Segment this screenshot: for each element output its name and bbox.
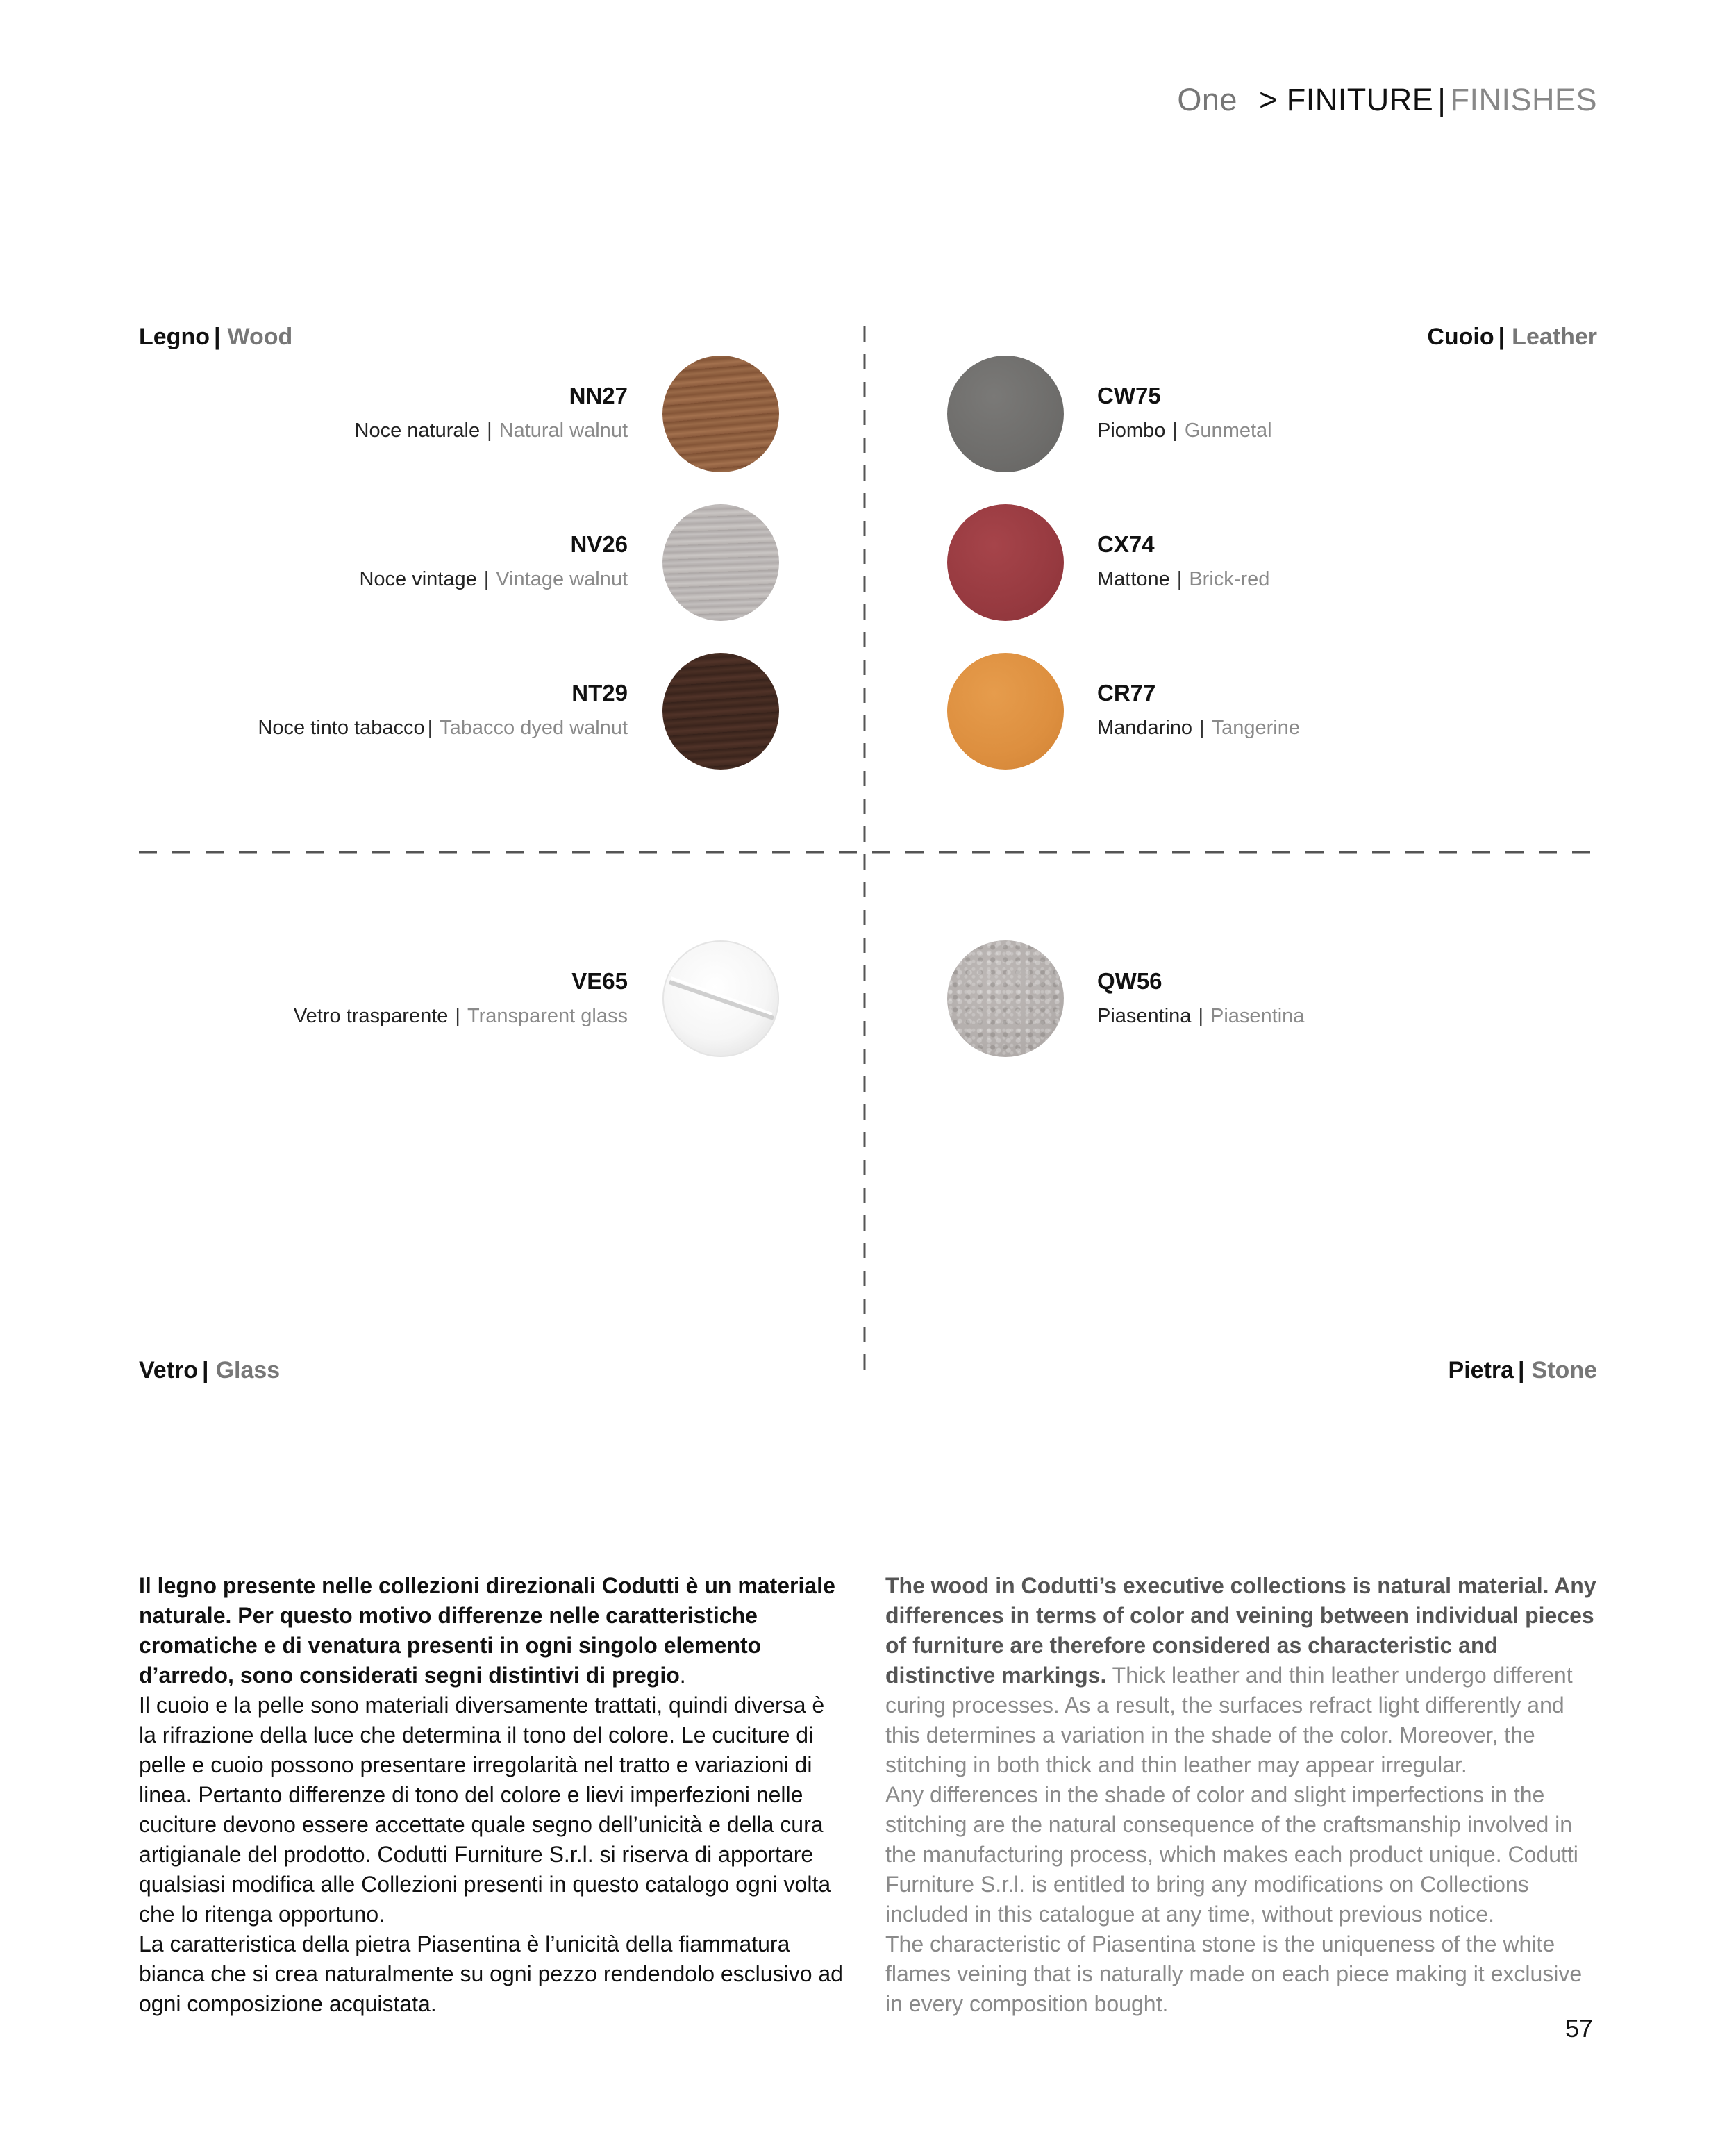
swatch-transparent-glass bbox=[662, 940, 779, 1057]
label-separator: | bbox=[1518, 1357, 1525, 1383]
stone-label-it: Pietra bbox=[1448, 1357, 1514, 1383]
finish-name-it: Vetro trasparente bbox=[293, 1005, 449, 1027]
brand-name: One bbox=[1177, 82, 1237, 117]
finish-name-en: Transparent glass bbox=[467, 1005, 628, 1027]
swatch-tabacco-walnut bbox=[662, 653, 779, 770]
italian-notes bbox=[139, 1571, 847, 2019]
finish-description bbox=[359, 568, 628, 591]
finish-code: NV26 bbox=[570, 531, 628, 557]
finish-name-it: Noce naturale bbox=[354, 419, 481, 442]
finish-name-it: Noce vintage bbox=[359, 568, 477, 590]
desc-separator: | bbox=[483, 568, 490, 590]
leather-label-it: Cuoio bbox=[1427, 324, 1494, 350]
page-number: 57 bbox=[1564, 2014, 1593, 2043]
finish-description bbox=[1097, 568, 1269, 591]
italian-paragraph-stone: La caratteristica della pietra Piasentina è l’unicità della fiammatura bianca che si crea naturalmente su ogni pezzo rendendolo esclusivo ad ogni composizione acquistata. bbox=[139, 1931, 843, 2016]
finish-code: NN27 bbox=[569, 383, 628, 408]
finish-description bbox=[1097, 419, 1272, 442]
glass-label-en: Glass bbox=[215, 1357, 281, 1383]
finish-code: CX74 bbox=[1097, 531, 1155, 557]
desc-separator: | bbox=[455, 1005, 460, 1027]
desc-separator: | bbox=[427, 717, 433, 739]
section-title-it: FINITURE bbox=[1286, 82, 1434, 117]
italian-intro-end: . bbox=[679, 1663, 686, 1688]
finish-code: NT29 bbox=[571, 680, 628, 706]
label-separator: | bbox=[1498, 324, 1505, 350]
finish-description bbox=[355, 419, 628, 442]
wood-label-it: Legno bbox=[139, 324, 210, 350]
finish-description bbox=[294, 1005, 628, 1028]
finish-name-it: Piombo bbox=[1097, 419, 1166, 442]
swatch-gunmetal bbox=[947, 356, 1064, 472]
english-paragraph-leather: Thick leather and thin leather undergo different curing processes. As a result, the surfaces refract light differently and this determines a variation in the shade of the color. Moreover, the stitching in both thick and thin leather may appear irregular. bbox=[885, 1663, 1573, 1777]
swatch-vintage-walnut bbox=[662, 504, 779, 621]
finish-name-en: Natural walnut bbox=[499, 419, 628, 442]
english-notes bbox=[885, 1571, 1601, 2019]
swatch-natural-walnut bbox=[662, 356, 779, 472]
desc-separator: | bbox=[1198, 1005, 1203, 1027]
page-header bbox=[1177, 82, 1597, 118]
finish-description bbox=[1097, 717, 1300, 740]
swatch-tangerine bbox=[947, 653, 1064, 770]
finish-code: CW75 bbox=[1097, 383, 1161, 408]
section-title-en: FINISHES bbox=[1450, 82, 1597, 117]
label-separator: | bbox=[213, 324, 221, 350]
stone-quadrant-label bbox=[1449, 1357, 1597, 1384]
desc-separator: | bbox=[1199, 717, 1205, 739]
finish-name-en: Piasentina bbox=[1210, 1005, 1305, 1027]
finish-code: VE65 bbox=[571, 968, 628, 994]
english-intro-bold: The wood in Codutti’s executive collections is natural material. Any differences in terms of color and veining between individual pieces of furniture are therefore considered as characteristic and distinctive markings. bbox=[885, 1573, 1596, 1688]
finish-name-en: Tabacco dyed walnut bbox=[440, 717, 628, 739]
english-intro bbox=[885, 1571, 1601, 1780]
label-separator: | bbox=[202, 1357, 209, 1383]
desc-separator: | bbox=[487, 419, 492, 442]
vertical-divider bbox=[862, 326, 867, 1382]
finish-name-en: Brick-red bbox=[1189, 568, 1270, 590]
italian-intro-bold: Il legno presente nelle collezioni direzionali Codutti è un materiale naturale. Per questo motivo differenze nelle caratteristiche cromatiche e di venatura presenti in ogni singolo elemento d’arredo, sono considerati segni distintivi di pregio bbox=[139, 1573, 835, 1688]
glass-quadrant-label bbox=[139, 1357, 280, 1384]
english-paragraph-stone: The characteristic of Piasentina stone is the uniqueness of the white flames veining that is naturally made on each piece making it exclusive in every composition bought. bbox=[885, 1931, 1583, 2016]
breadcrumb-arrow: > bbox=[1258, 82, 1278, 117]
english-paragraph-differences: Any differences in the shade of color and slight imperfections in the stitching are the natural consequence of the craftsmanship involved in the manufacturing process, which makes each product unique. Codutti Furniture S.r.l. is entitled to bring any modifications on Collections included in this catalogue at any time, without previous notice. bbox=[885, 1782, 1578, 1927]
desc-separator: | bbox=[1176, 568, 1183, 590]
finish-name-en: Gunmetal bbox=[1184, 419, 1272, 442]
finish-code: CR77 bbox=[1097, 680, 1156, 706]
stone-label-en: Stone bbox=[1531, 1357, 1597, 1383]
swatch-piasentina bbox=[947, 940, 1064, 1057]
leather-label-en: Leather bbox=[1512, 324, 1597, 350]
finish-name-it: Noce tinto tabacco bbox=[258, 717, 425, 739]
italian-paragraph-leather: Il cuoio e la pelle sono materiali diversamente trattati, quindi diversa è la rifrazione della luce che determina il tono del colore. Le cuciture di pelle e cuoio possono presentare irregolarità nel tratto e variazioni di linea. Pertanto differenze di tono del colore e lievi imperfezioni nelle cuciture devono essere accettate quale segno dell’unicità e della cura artigianale del prodotto. Codutti Furniture S.r.l. si riserva di apportare qualsiasi modifica alle Collezioni presenti in questo catalogo ogni volta che lo ritenga opportuno. bbox=[139, 1693, 831, 1927]
glass-edge-highlight bbox=[662, 940, 779, 1057]
finish-name-en: Tangerine bbox=[1211, 717, 1300, 739]
finish-code: QW56 bbox=[1097, 968, 1162, 994]
swatch-brick-red bbox=[947, 504, 1064, 621]
finish-description bbox=[1097, 1005, 1304, 1028]
italian-intro bbox=[139, 1571, 847, 1690]
finish-description bbox=[258, 717, 628, 740]
horizontal-divider bbox=[139, 850, 1597, 854]
title-separator: | bbox=[1437, 82, 1446, 117]
glass-label-it: Vetro bbox=[139, 1357, 199, 1383]
desc-separator: | bbox=[1172, 419, 1178, 442]
finish-name-it: Piasentina bbox=[1097, 1005, 1192, 1027]
finish-name-en: Vintage walnut bbox=[496, 568, 628, 590]
finish-name-it: Mattone bbox=[1097, 568, 1170, 590]
wood-label-en: Wood bbox=[227, 324, 293, 350]
finish-name-it: Mandarino bbox=[1097, 717, 1193, 739]
leather-quadrant-label bbox=[1427, 324, 1597, 351]
wood-quadrant-label bbox=[139, 324, 292, 351]
